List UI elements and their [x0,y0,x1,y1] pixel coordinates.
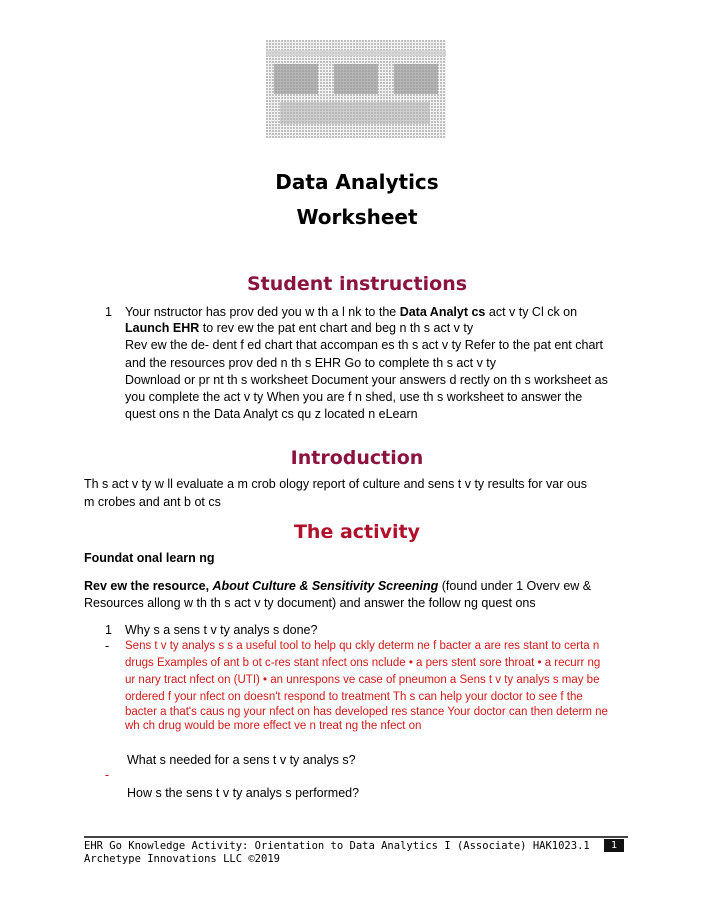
activity-heading: The activity [293,521,421,543]
instruction-line: and the resources prov ded n th s EHR Go to complete th s act v ty [125,356,497,370]
review-instruction: Rev ew the resource, About Culture & Sensitivity Screening (found under 1 Overv ew & [84,579,592,593]
answer-bullet: - [105,768,110,782]
answer-line: drugs Examples of ant b ot c-res stant nfect ons nclude • a pers stent sore throat • a recurr ng [125,657,601,669]
answer-line: ordered f your nfect on doesn't respond to treatment Th s can help your doctor to see f the [125,691,583,703]
instruction-line: quest ons n the Data Analyt cs qu z located n eLearn [125,407,418,421]
answer-bullet: - [105,639,110,653]
ehr-go-logo-image [266,40,446,138]
answer-line: wh ch drug would be more effect ve n treat ng the nfect on [125,720,422,732]
footer-course-line: EHR Go Knowledge Activity: Orientation to Data Analytics I (Associate) HAK1023.1 [84,840,590,852]
introduction-text: m crobes and ant b ot cs [84,495,221,509]
answer-line: Sens t v ty analys s s a useful tool to help qu ckly determ ne f bacter a are res stant to certa n [125,640,600,652]
list-number: 1 [105,305,112,319]
foundational-learning-subheading: Foundat onal learn ng [84,551,215,565]
introduction-heading: Introduction [290,447,424,469]
review-instruction: Resources allong w th th s act v ty document) and answer the follow ng quest ons [84,596,536,610]
footer-divider [84,836,628,838]
document-subtitle: Worksheet [296,205,418,229]
document-title: Data Analytics [275,170,439,194]
question-number: 1 [105,623,112,637]
instruction-line: Rev ew the de- dent f ed chart that accompan es th s act v ty Refer to the pat ent chart [125,338,604,352]
page-number: 1 [604,839,624,852]
answer-line: ur nary tract nfect on (UTI) • an unrespons ve case of pneumon a Sens t v ty analys s may be [125,674,600,686]
instruction-line: you complete the act v ty When you are f n shed, use th s worksheet to answer the [125,390,583,404]
introduction-text: Th s act v ty w ll evaluate a m crob ology report of culture and sens t v ty results for var ous [84,477,587,491]
question-2: What s needed for a sens t v ty analys s? [127,753,356,767]
student-instructions-heading: Student instructions [246,273,468,295]
question-1: Why s a sens t v ty analys s done? [125,623,318,637]
instruction-line: Launch EHR to rev ew the pat ent chart and beg n th s act v ty [125,321,474,335]
answer-line: bacter a that's caus ng your nfect on has developed res stance Your doctor can then determ ne [125,706,608,718]
question-3: How s the sens t v ty analys s performed? [127,786,360,800]
footer-copyright: Archetype Innovations LLC ©2019 [84,853,280,865]
instruction-line: Your nstructor has prov ded you w th a l nk to the Data Analyt cs act v ty Cl ck on [125,305,578,319]
instruction-line: Download or pr nt th s worksheet Document your answers d rectly on th s worksheet as [125,373,608,387]
